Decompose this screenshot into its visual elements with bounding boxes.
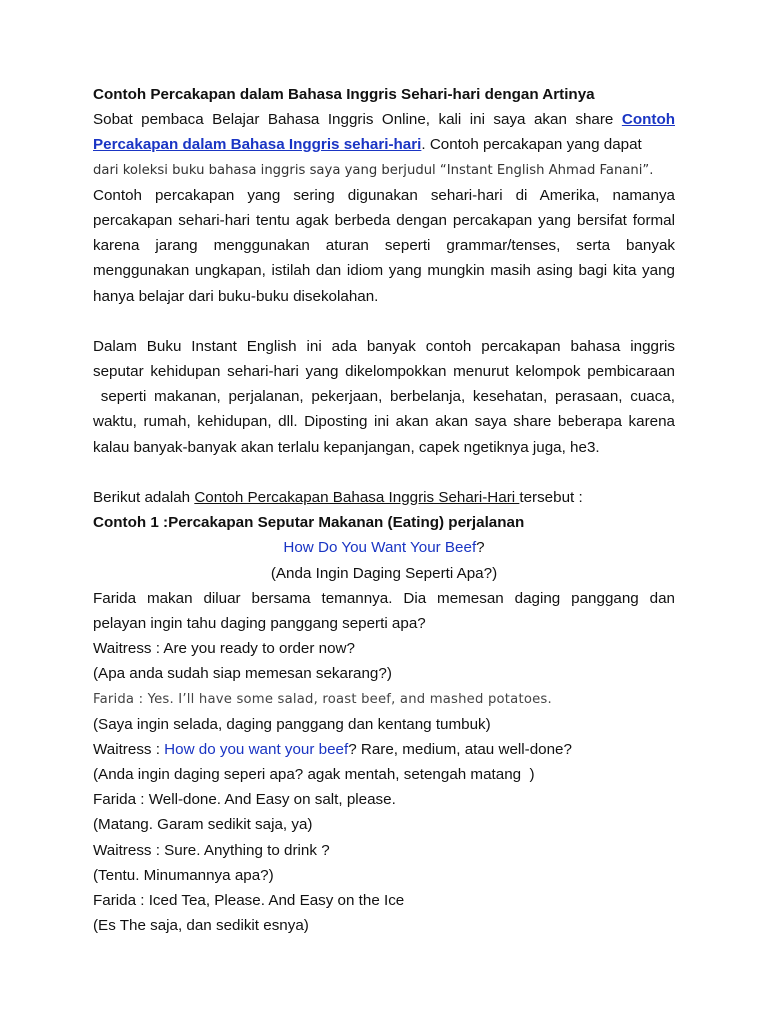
subtitle-blue-text: How Do You Want Your Beef <box>283 539 477 557</box>
paragraph-gap <box>93 309 675 334</box>
intro-text: . Contoh percakapan yang dapat <box>421 136 642 154</box>
dialog-subtitle <box>93 535 675 560</box>
para2-line-5: kalau banyak-banyak akan terlalu kepanjangan, capek ngetiknya juga, he3. <box>93 438 600 456</box>
intro-line-8: hanya belajar dari buku-buku disekolahan. <box>93 287 379 305</box>
dialog-speaker: Waitress : <box>93 740 165 758</box>
document-body <box>93 82 675 938</box>
paragraph-gap <box>93 460 675 485</box>
contoh-1-heading: Contoh 1 :Percakapan Seputar Makanan (Eating) perjalanan <box>93 514 525 532</box>
dialog-translation: (Anda ingin daging seperi apa? agak mentah, setengah matang ) <box>93 766 535 784</box>
berikut-line <box>93 485 675 510</box>
dialog-line: Farida : Iced Tea, Please. And Easy on the Ice <box>93 892 405 909</box>
intro-line-3: dari koleksi buku bahasa inggris saya yang berjudul “Instant English Ahmad Fanani”. <box>93 162 654 178</box>
berikut-text: tersebut : <box>519 489 583 506</box>
dialog-translation: (Matang. Garam sedikit saja, ya) <box>93 816 313 834</box>
dialog-line: Farida : Yes. I’ll have some salad, roast beef, and mashed potatoes. <box>93 691 552 707</box>
subtitle-question-mark: ? <box>476 539 485 557</box>
dialog-translation: (Saya ingin selada, daging panggang dan kentang tumbuk) <box>93 715 491 733</box>
para2-line-4: waktu, rumah, kehidupan, dll. Diposting ini akan akan saya share beberapa karena <box>93 413 675 431</box>
dialog-line: Farida : Well-done. And Easy on salt, please. <box>93 791 396 809</box>
story-line-2: pelayan ingin tahu daging panggang seperti apa? <box>93 614 426 632</box>
dialog-subtitle-translation: (Anda Ingin Daging Seperti Apa?) <box>270 564 498 582</box>
article-title: Contoh Percakapan dalam Bahasa Inggris Sehari-hari dengan Artinya <box>93 86 595 103</box>
para2-line-3: seperti makanan, perjalanan, pekerjaan, berbelanja, kesehatan, perasaan, cuaca, <box>93 388 675 406</box>
berikut-text: Berikut adalah <box>93 489 195 506</box>
dialog-line <box>93 737 675 762</box>
dialog-blue-text: How do you want your beef <box>164 740 349 758</box>
intro-line-2 <box>93 132 675 157</box>
intro-text: Sobat pembaca Belajar Bahasa Inggris Online, kali ini saya akan share <box>93 111 614 129</box>
dialog-translation: (Apa anda sudah siap memesan sekarang?) <box>93 665 392 683</box>
para2-line-2: seputar kehidupan sehari-hari yang dikelompokkan menurut kelompok pembicaraan <box>93 363 675 381</box>
berikut-underlined-text: Contoh Percakapan Bahasa Inggris Sehari-Hari <box>194 489 520 506</box>
dialog-translation: (Tentu. Minumannya apa?) <box>93 866 274 884</box>
para2-line-1: Dalam Buku Instant English ini ada banyak contoh percakapan bahasa inggris <box>93 337 675 355</box>
intro-line-4: Contoh percakapan yang sering digunakan sehari-hari di Amerika, namanya <box>93 186 675 204</box>
contoh-link-part-1[interactable]: Contoh <box>621 111 675 129</box>
contoh-link-part-2[interactable]: Percakapan dalam Bahasa Inggris sehari-hari <box>93 136 422 154</box>
story-line-1: Farida makan diluar bersama temannya. Dia memesan daging panggang dan <box>93 589 675 607</box>
intro-line-6: karena jarang menggunakan aturan seperti grammar/tenses, serta banyak <box>93 237 675 255</box>
dialog-translation: (Es The saja, dan sedikit esnya) <box>93 917 309 935</box>
intro-line-7: menggunakan ungkapan, istilah dan idiom yang mungkin masih asing bagi kita yang <box>93 262 675 280</box>
dialog-line: Waitress : Sure. Anything to drink ? <box>93 841 330 859</box>
dialog-line: Waitress : Are you ready to order now? <box>93 640 355 658</box>
dialog-text: ? Rare, medium, atau well-done? <box>348 740 572 758</box>
intro-line-1 <box>93 107 675 132</box>
intro-line-5: percakapan sehari-hari tentu agak berbeda dengan percakapan yang bersifat formal <box>93 211 675 229</box>
